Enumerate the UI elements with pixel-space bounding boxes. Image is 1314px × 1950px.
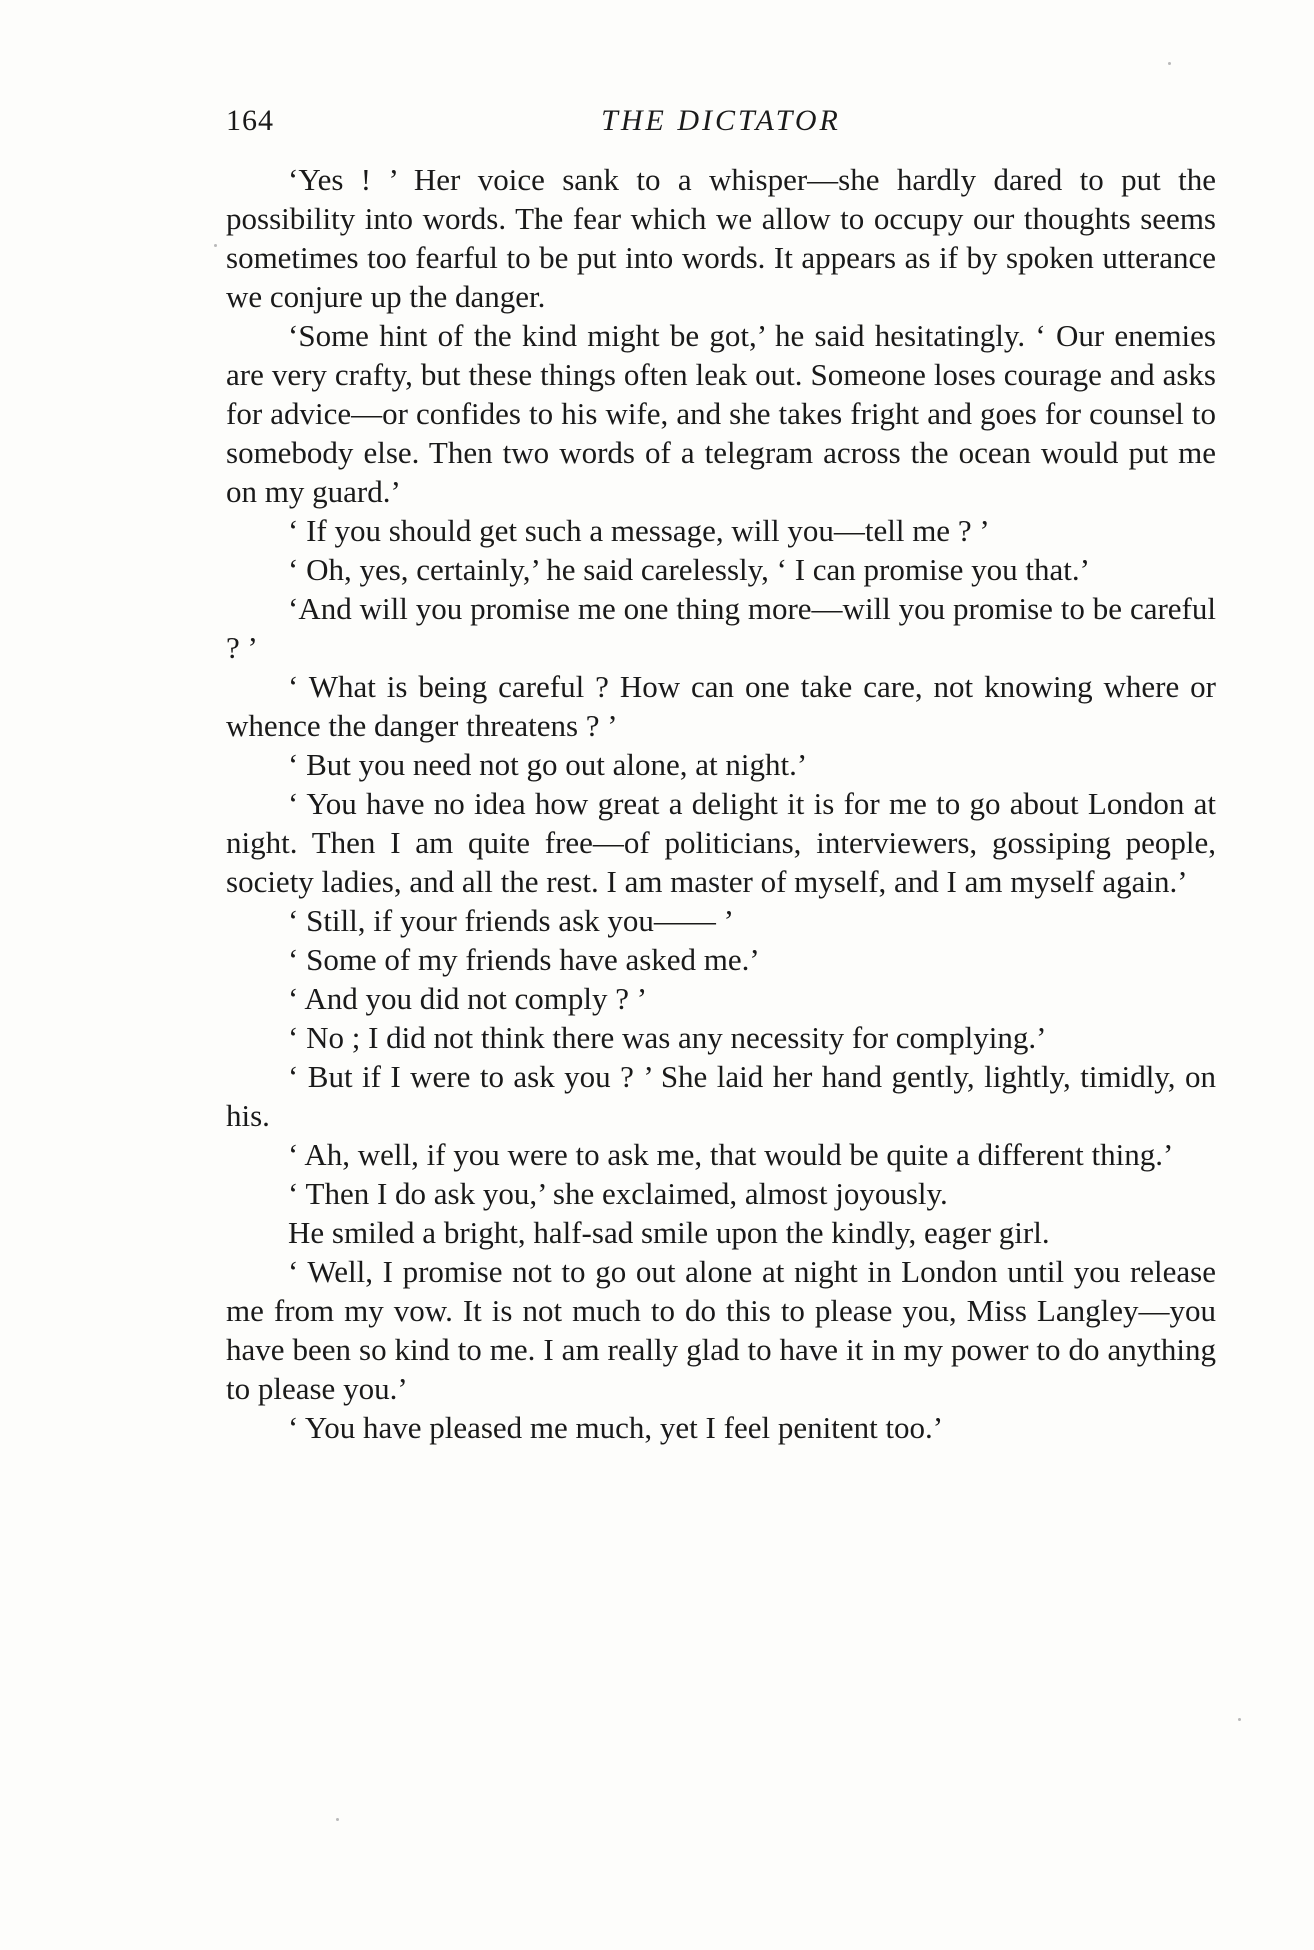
paragraph: ‘ But you need not go out alone, at night.’ — [288, 747, 808, 782]
running-title: THE DICTATOR — [601, 104, 841, 137]
paragraph: ‘ Then I do ask you,’ she exclaimed, almost joyously. — [288, 1176, 948, 1211]
paper-speck — [214, 244, 217, 247]
paragraph: ‘ Some of my friends have asked me.’ — [288, 942, 760, 977]
paragraph: ‘ Still, if your friends ask you—— ’ — [288, 903, 735, 938]
paragraph: ‘ Oh, yes, certainly,’ he said carelessly, ‘ I can promise you that.’ — [288, 552, 1090, 587]
running-head — [226, 104, 1216, 144]
paragraph: ‘ Well, I promise not to go out alone at night in London until you release me from my vow. It is not much to do this to please you, Miss Langley—you have been so kind to me. I am really glad to have it in my power to do anything to please you.’ — [226, 1254, 1216, 1406]
paragraph: ‘ Ah, well, if you were to ask me, that would be quite a different thing.’ — [288, 1137, 1174, 1172]
paragraph: ‘ You have pleased me much, yet I feel penitent too.’ — [288, 1410, 944, 1445]
paragraph: ‘ If you should get such a message, will you—tell me ? ’ — [288, 513, 990, 548]
paragraph: ‘ But if I were to ask you ? ’ She laid her hand gently, lightly, timidly, on his. — [226, 1059, 1216, 1133]
body-text — [226, 160, 1216, 1447]
paragraph: ‘Yes ! ’ Her voice sank to a whisper—she hardly dared to put the possibility into words. The fear which we allow to occupy our thoughts seems sometimes too fearful to be put into words. It appears as if by spoken utterance we conjure up the danger. — [226, 162, 1216, 314]
paper-speck — [1168, 62, 1171, 65]
paragraph: ‘Some hint of the kind might be got,’ he said hesitatingly. ‘ Our enemies are very crafty, but these things often leak out. Someone loses courage and asks for advice—or confides to his wife, and she takes fright and goes for counsel to somebody else. Then two words of a telegram across the ocean would put me on my guard.’ — [226, 318, 1216, 509]
paragraph: ‘ And you did not comply ? ’ — [288, 981, 648, 1016]
paragraph: He smiled a bright, half-sad smile upon the kindly, eager girl. — [288, 1215, 1050, 1250]
paragraph: ‘ You have no idea how great a delight it is for me to go about London at night. Then I am quite free—of politicians, interviewers, gossiping people, society ladies, and all the rest. I am master of myself, and I am myself again.’ — [226, 786, 1216, 899]
paragraph: ‘ No ; I did not think there was any necessity for complying.’ — [288, 1020, 1047, 1055]
paper-speck — [1238, 1718, 1241, 1721]
paragraph: ‘ What is being careful ? How can one take care, not knowing where or whence the danger threatens ? ’ — [226, 669, 1216, 743]
page-number: 164 — [226, 104, 274, 137]
paragraph: ‘And will you promise me one thing more—will you promise to be careful ? ’ — [226, 591, 1216, 665]
paper-speck — [336, 1818, 339, 1821]
